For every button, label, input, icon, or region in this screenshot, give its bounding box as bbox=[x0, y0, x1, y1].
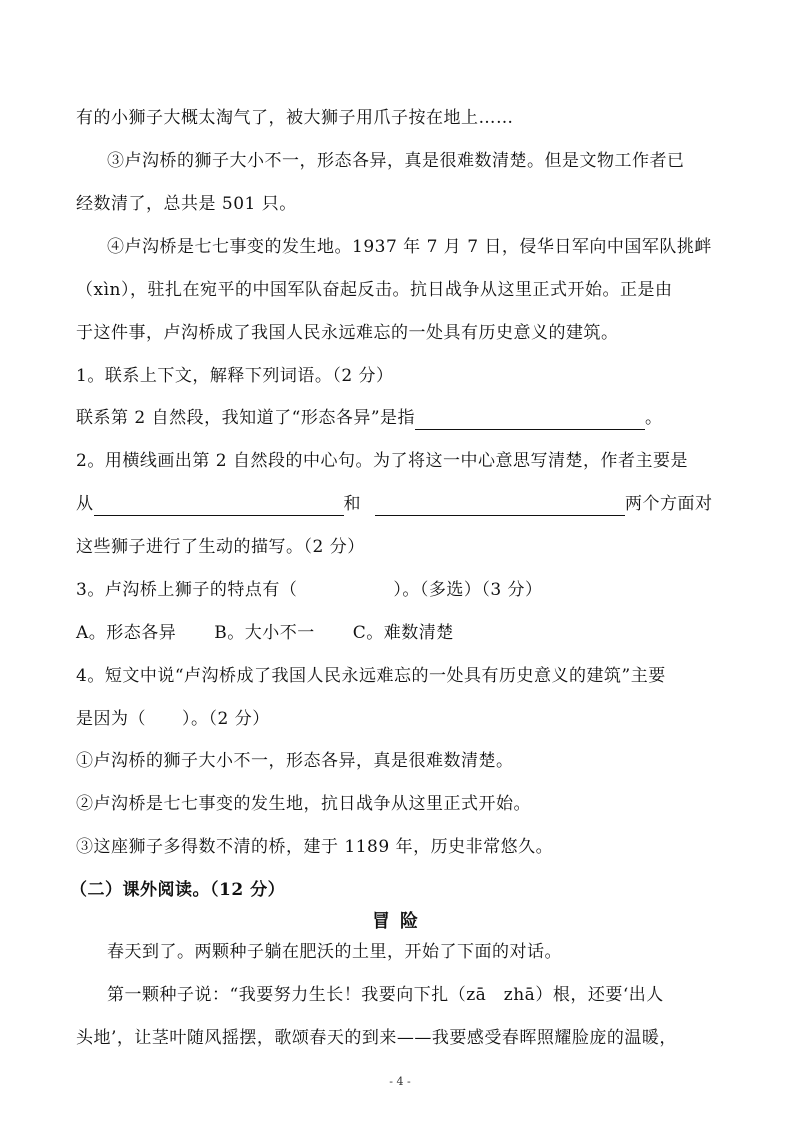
question-3-option-b[interactable]: B。大小不一 bbox=[214, 623, 315, 643]
story-line-2: 第一颗种子说：“我要努力生长！我要向下扎（zā zhā）根，还要‘出人 bbox=[107, 985, 664, 1005]
question-4-prefix: 是因为（ bbox=[76, 709, 146, 729]
question-2-tail: 两个方面对 bbox=[625, 494, 713, 514]
question-3-prompt bbox=[76, 578, 543, 602]
story-line-1: 春天到了。两颗种子躺在肥沃的土里，开始了下面的对话。 bbox=[107, 942, 562, 962]
reading-paragraph-4-line-1: ④卢沟桥是七七事变的发生地。1937 年 7 月 7 日，侵华日军向中国军队挑衅 bbox=[107, 237, 712, 257]
question-1-answer-blank[interactable] bbox=[415, 411, 645, 430]
question-4-line-1: 4。短文中说“卢沟桥成了我国人民永远难忘的一处具有历史意义的建筑”主要 bbox=[76, 666, 666, 686]
question-4-option-3[interactable]: ③这座狮子多得数不清的桥，建于 1189 年，历史非常悠久。 bbox=[76, 837, 554, 857]
reading-paragraph-3-line-1: ③卢沟桥的狮子大小不一，形态各异，真是很难数清楚。但是文物工作者已 bbox=[107, 151, 685, 171]
question-1-prompt bbox=[76, 406, 663, 430]
question-4-suffix: ）。（2 分） bbox=[182, 709, 270, 729]
question-3-option-a[interactable]: A。形态各异 bbox=[76, 623, 177, 643]
question-2-line-2 bbox=[76, 492, 713, 516]
question-1-text: 联系第 2 自然段，我知道了“形态各异”是指 bbox=[76, 408, 416, 428]
question-2-answer-blank-1[interactable] bbox=[94, 497, 344, 516]
reading-paragraph-3-line-2: 经数清了，总共是 501 只。 bbox=[76, 194, 297, 214]
question-2-from: 从 bbox=[76, 494, 94, 514]
section-2-heading: （二）课外阅读。（12 分） bbox=[70, 880, 286, 900]
story-line-3: 头地’，让茎叶随风摇摆，歌颂春天的到来——我要感受春晖照耀脸庞的温暖， bbox=[76, 1028, 677, 1048]
question-3-prefix: 3。卢沟桥上狮子的特点有（ bbox=[76, 580, 298, 600]
story-title: 冒险 bbox=[372, 911, 428, 932]
question-2-answer-blank-2[interactable] bbox=[375, 497, 625, 516]
question-1-end: 。 bbox=[645, 408, 663, 428]
reading-paragraph-4-line-2: （xìn），驻扎在宛平的中国军队奋起反击。抗日战争从这里正式开始。正是由 bbox=[76, 280, 673, 300]
question-4-line-2 bbox=[76, 707, 270, 731]
reading-line-1: 有的小狮子大概太淘气了，被大狮子用爪子按在地上…… bbox=[76, 108, 514, 128]
question-2-line-3: 这些狮子进行了生动的描写。（2 分） bbox=[76, 537, 365, 557]
question-1-title: 1。联系上下文，解释下列词语。（2 分） bbox=[76, 366, 394, 386]
question-4-option-1[interactable]: ①卢沟桥的狮子大小不一，形态各异，真是很难数清楚。 bbox=[76, 751, 514, 771]
question-2-and: 和 bbox=[343, 494, 361, 514]
question-2-line-1: 2。用横线画出第 2 自然段的中心句。为了将这一中心意思写清楚，作者主要是 bbox=[76, 451, 688, 471]
reading-paragraph-4-line-3: 于这件事，卢沟桥成了我国人民永远难忘的一处具有历史意义的建筑。 bbox=[76, 323, 619, 343]
question-3-option-c[interactable]: C。难数清楚 bbox=[352, 623, 454, 643]
question-3-suffix: ）。（多选）（3 分） bbox=[393, 580, 543, 600]
question-3-options bbox=[76, 621, 454, 645]
question-4-option-2[interactable]: ②卢沟桥是七七事变的发生地，抗日战争从这里正式开始。 bbox=[76, 794, 531, 814]
page-number: - 4 - bbox=[389, 1075, 411, 1088]
